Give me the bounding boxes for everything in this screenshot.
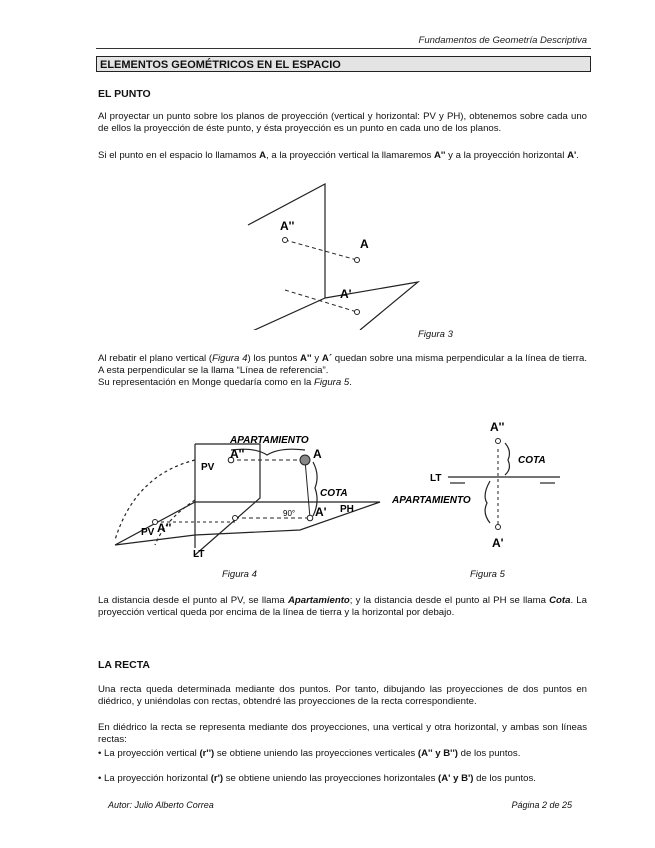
fig4-label-A2: A'' <box>230 447 245 461</box>
fig4-label-A2-rebatido: A'' <box>157 521 172 535</box>
header-rule <box>96 48 591 49</box>
fig5-apartamiento: APARTAMIENTO <box>392 495 471 506</box>
figure-4 <box>95 420 395 570</box>
fig3-vertical-plane <box>248 184 325 330</box>
recta-bullet-1: • La proyección vertical (r'') se obtiene uniendo las proyecciones verticales (A'' y B'') de los puntos. <box>98 748 521 759</box>
fig3-label-A1: A' <box>340 287 352 301</box>
heading-el-punto: EL PUNTO <box>98 88 151 100</box>
punto-paragraph-4: Su representación en Monge quedaría como en la Figura 5. <box>98 377 352 388</box>
punto-paragraph-1: Al proyectar un punto sobre los planos de proyección (vertical y horizontal: PV y PH), obtenemos sobre cada uno de ellos la proyección de éste punto, y ésta proyección es un punto en cada uno de los planos. <box>98 111 587 134</box>
footer-author: Autor: Julio Alberto Correa <box>108 800 214 810</box>
fig4-angle: 90° <box>283 509 296 518</box>
fig5-label-A1: A' <box>492 536 504 550</box>
punto-paragraph-2: Si el punto en el espacio lo llamamos A, a la proyección vertical la llamaremos A'' y a la proyección horizontal A'. <box>98 150 579 161</box>
fig3-point-A <box>355 258 360 263</box>
fig3-point-A2 <box>283 238 288 243</box>
recta-bullet-2: • La proyección horizontal (r') se obtiene uniendo las proyecciones horizontales (A' y B') de los puntos. <box>98 773 536 784</box>
section-title: ELEMENTOS GEOMÉTRICOS EN EL ESPACIO <box>96 56 591 72</box>
punto-paragraph-3: Al rebatir el plano vertical (Figura 4) los puntos A'' y A´ quedan sobre una misma perpendicular a la línea de tierra. A esta perpendicular se la llama “Línea de referencia”. <box>98 353 587 376</box>
fig4-pv-lower: PV <box>141 527 155 538</box>
fig5-caption: Figura 5 <box>470 569 505 580</box>
fig3-label-A: A <box>360 237 369 251</box>
header-title: Fundamentos de Geometría Descriptiva <box>418 35 587 46</box>
fig4-cota: COTA <box>320 488 348 499</box>
fig3-point-A1 <box>355 310 360 315</box>
fig5-label-A2: A'' <box>490 420 505 434</box>
fig4-label-A1: A' <box>315 505 327 519</box>
recta-paragraph-2: En diédrico la recta se representa mediante dos proyecciones, una vertical y otra horizontal, y ambas son líneas rectas: <box>98 722 587 745</box>
fig4-pv-upper: PV <box>201 462 215 473</box>
fig4-vertical-plane <box>195 444 260 555</box>
fig4-point-A <box>300 455 310 465</box>
recta-paragraph-1: Una recta queda determinada mediante dos puntos. Por tanto, dibujando las proyecciones de dos puntos en diédrico, y uniéndolas con rectas, obtendré las proyecciones de la recta correspondiente. <box>98 684 587 707</box>
fig4-caption: Figura 4 <box>222 569 257 580</box>
heading-la-recta: LA RECTA <box>98 659 150 671</box>
fig5-point-A1 <box>496 525 501 530</box>
fig3-caption: Figura 3 <box>418 329 453 340</box>
fig4-ph: PH <box>340 504 354 515</box>
fig5-lt: LT <box>430 473 442 484</box>
figure-5 <box>390 415 590 555</box>
fig4-apartamiento: APARTAMIENTO <box>230 435 309 446</box>
punto-paragraph-5: La distancia desde el punto al PV, se llama Apartamiento; y la distancia desde el punto al PH se llama Cota. La proyección vertical queda por encima de la línea de tierra y la horizontal por debajo. <box>98 595 587 618</box>
fig4-lt: LT <box>193 549 205 560</box>
fig4-label-A: A <box>313 447 322 461</box>
figure-3 <box>230 180 440 330</box>
fig3-label-A2: A'' <box>280 219 295 233</box>
fig5-cota: COTA <box>518 455 546 466</box>
fig5-point-A2 <box>496 439 501 444</box>
footer-page: Página 2 de 25 <box>511 800 572 810</box>
